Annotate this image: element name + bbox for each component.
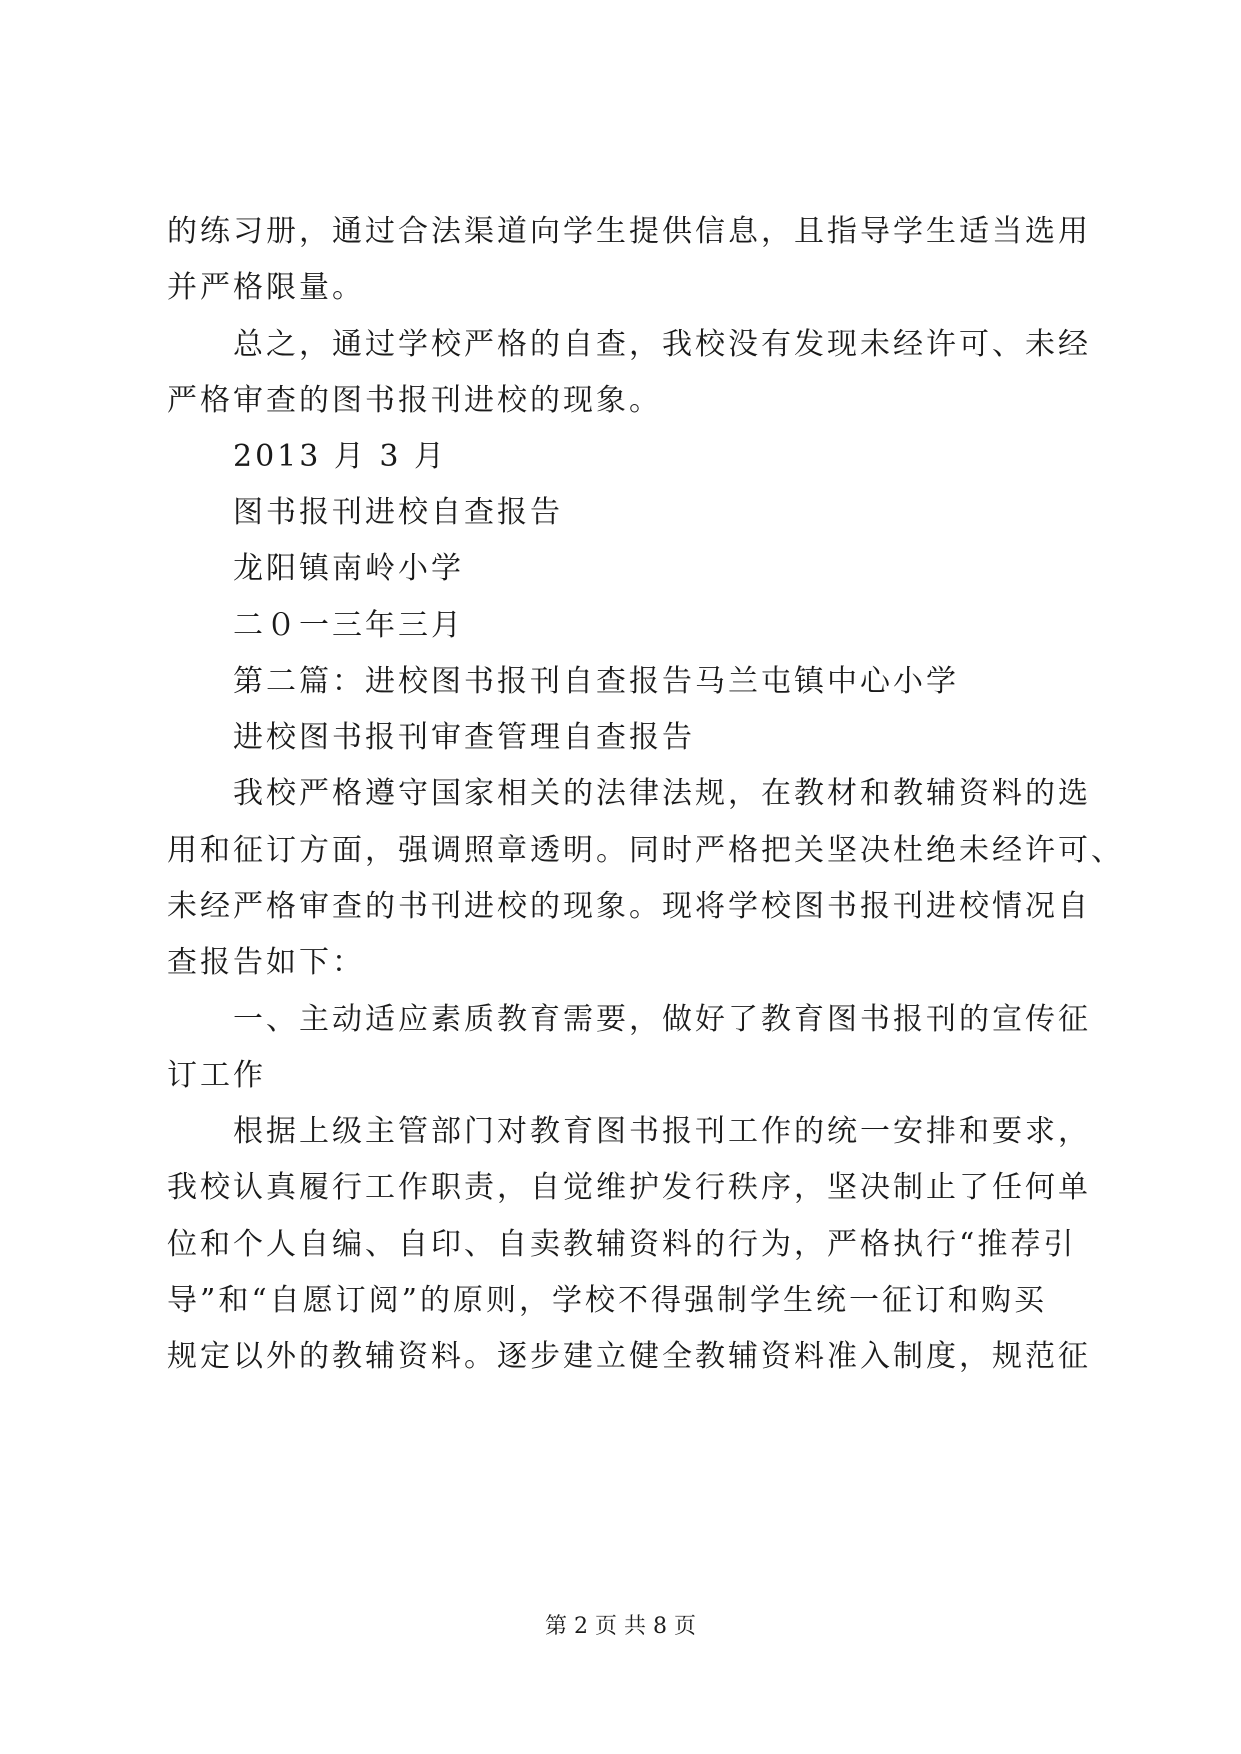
text-line: 未经严格审查的书刊进校的现象。现将学校图书报刊进校情况自 — [167, 889, 1091, 924]
text-line: 查报告如下： — [167, 945, 365, 980]
text-line: 我校严格遵守国家相关的法律法规，在教材和教辅资料的选 — [167, 776, 1091, 811]
text-line: 导”和“自愿订阅”的原则，学校不得强制学生统一征订和购买 — [167, 1283, 1048, 1318]
text-line: 根据上级主管部门对教育图书报刊工作的统一安排和要求， — [167, 1114, 1091, 1149]
text-line: 总之，通过学校严格的自查，我校没有发现未经许可、未经 — [167, 327, 1091, 362]
text-line: 订工作 — [167, 1058, 266, 1093]
text-line: 严格审查的图书报刊进校的现象。 — [167, 383, 662, 418]
text-line: 二０一三年三月 — [167, 608, 464, 643]
text-line: 龙阳镇南岭小学 — [167, 551, 464, 586]
text-line: 并严格限量。 — [167, 270, 365, 305]
text-line: 位和个人自编、自印、自卖教辅资料的行为，严格执行“推荐引 — [167, 1227, 1077, 1262]
text-line: 的练习册，通过合法渠道向学生提供信息，且指导学生适当选用 — [167, 214, 1091, 249]
text-line: 一、主动适应素质教育需要，做好了教育图书报刊的宣传征 — [167, 1002, 1091, 1037]
page-footer: 第 2 页 共 8 页 — [545, 1614, 696, 1639]
text-line: 2013 月 3 月 — [167, 439, 448, 474]
text-line: 我校认真履行工作职责，自觉维护发行秩序，坚决制止了任何单 — [167, 1170, 1091, 1205]
text-line: 进校图书报刊审查管理自查报告 — [167, 720, 695, 755]
text-line: 规定以外的教辅资料。逐步建立健全教辅资料准入制度，规范征 — [167, 1339, 1091, 1374]
text-line: 图书报刊进校自查报告 — [167, 495, 563, 530]
text-line: 第二篇：进校图书报刊自查报告马兰屯镇中心小学 — [167, 664, 959, 699]
text-line: 用和征订方面，强调照章透明。同时严格把关坚决杜绝未经许可、 — [167, 833, 1124, 868]
